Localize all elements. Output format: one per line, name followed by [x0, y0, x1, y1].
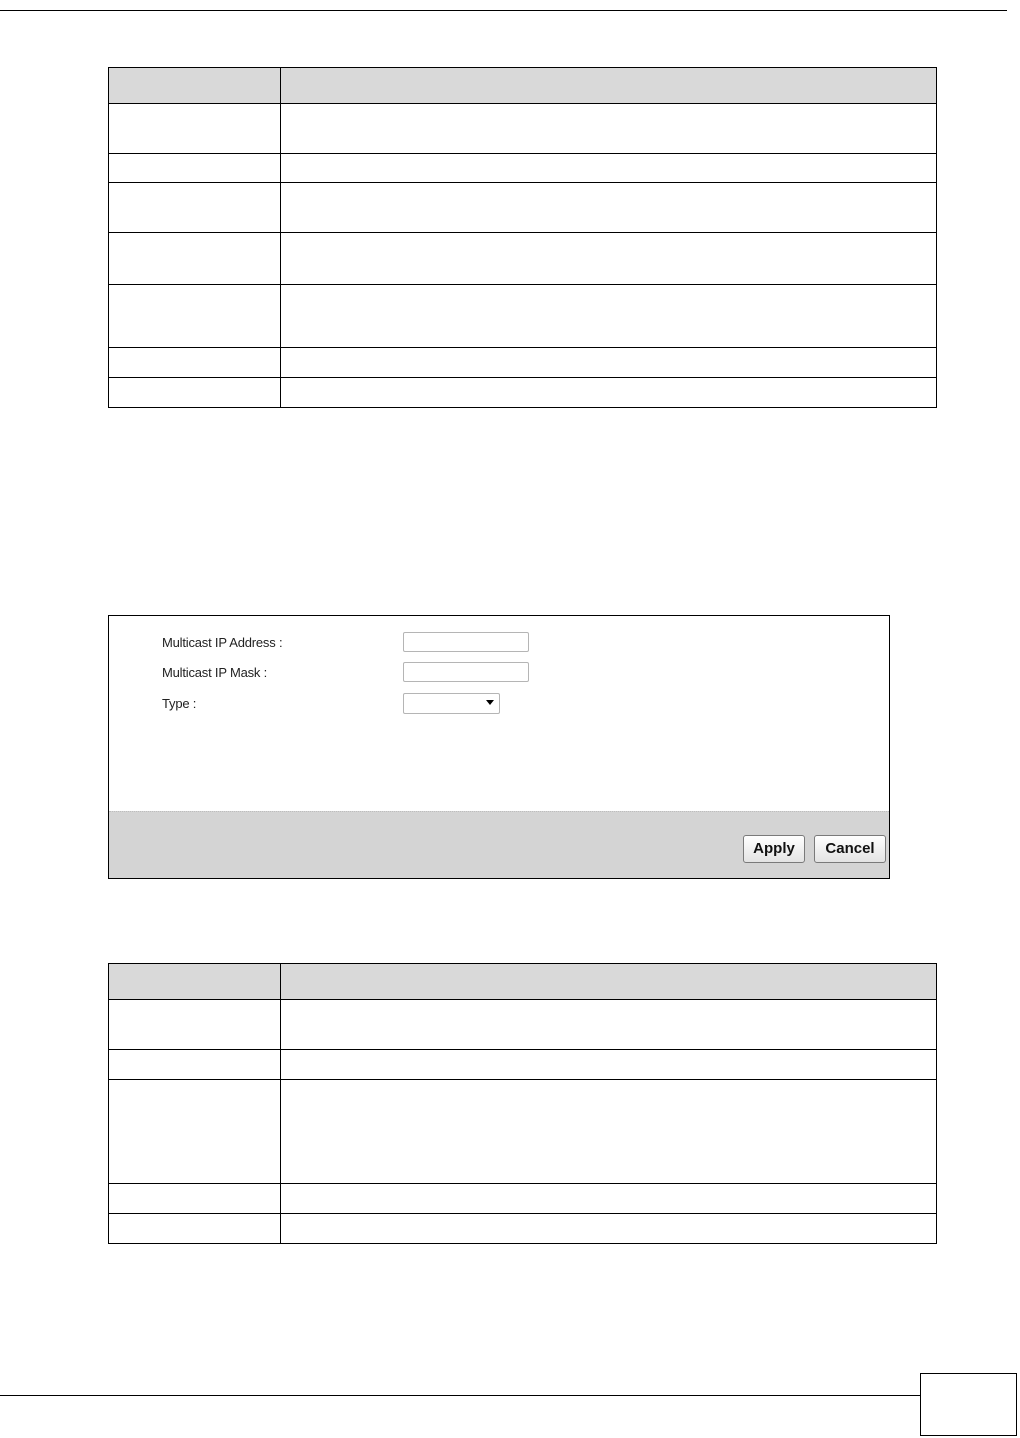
cancel-button[interactable]: Cancel: [814, 835, 886, 863]
table-row: [109, 233, 937, 285]
multicast-ip-mask-input[interactable]: [403, 662, 529, 682]
multicast-edit-panel: [108, 615, 890, 879]
multicast-ip-mask-label: Multicast IP Mask :: [162, 665, 268, 680]
table-row: [109, 1214, 937, 1244]
multicast-ip-address-input[interactable]: [403, 632, 529, 652]
table-row: [109, 285, 937, 348]
table-row: [109, 1000, 937, 1050]
table-header-cell: [281, 964, 937, 1000]
label-description-table-2: [108, 963, 937, 1244]
table-header-cell: [109, 964, 281, 1000]
apply-button[interactable]: Apply: [743, 835, 805, 863]
table-row: [109, 378, 937, 408]
type-label: Type :: [162, 696, 197, 711]
table-row: [109, 348, 937, 378]
footer-rule: [0, 1395, 920, 1396]
table-header-row: [109, 964, 937, 1000]
table-row: [109, 104, 937, 154]
page-number-box: [920, 1373, 1017, 1436]
multicast-ip-address-label: Multicast IP Address :: [162, 635, 283, 650]
type-select[interactable]: [403, 693, 500, 714]
button-bar: [109, 811, 889, 878]
chevron-down-icon: [486, 700, 494, 705]
label-description-table-1: [108, 67, 937, 408]
table-header-row: [109, 68, 937, 104]
header-rule: [0, 10, 1007, 11]
table-header-cell: [281, 68, 937, 104]
table-row: [109, 1184, 937, 1214]
table-header-cell: [109, 68, 281, 104]
table-row: [109, 1050, 937, 1080]
table-row: [109, 154, 937, 183]
table-row: [109, 183, 937, 233]
table-row: [109, 1080, 937, 1184]
